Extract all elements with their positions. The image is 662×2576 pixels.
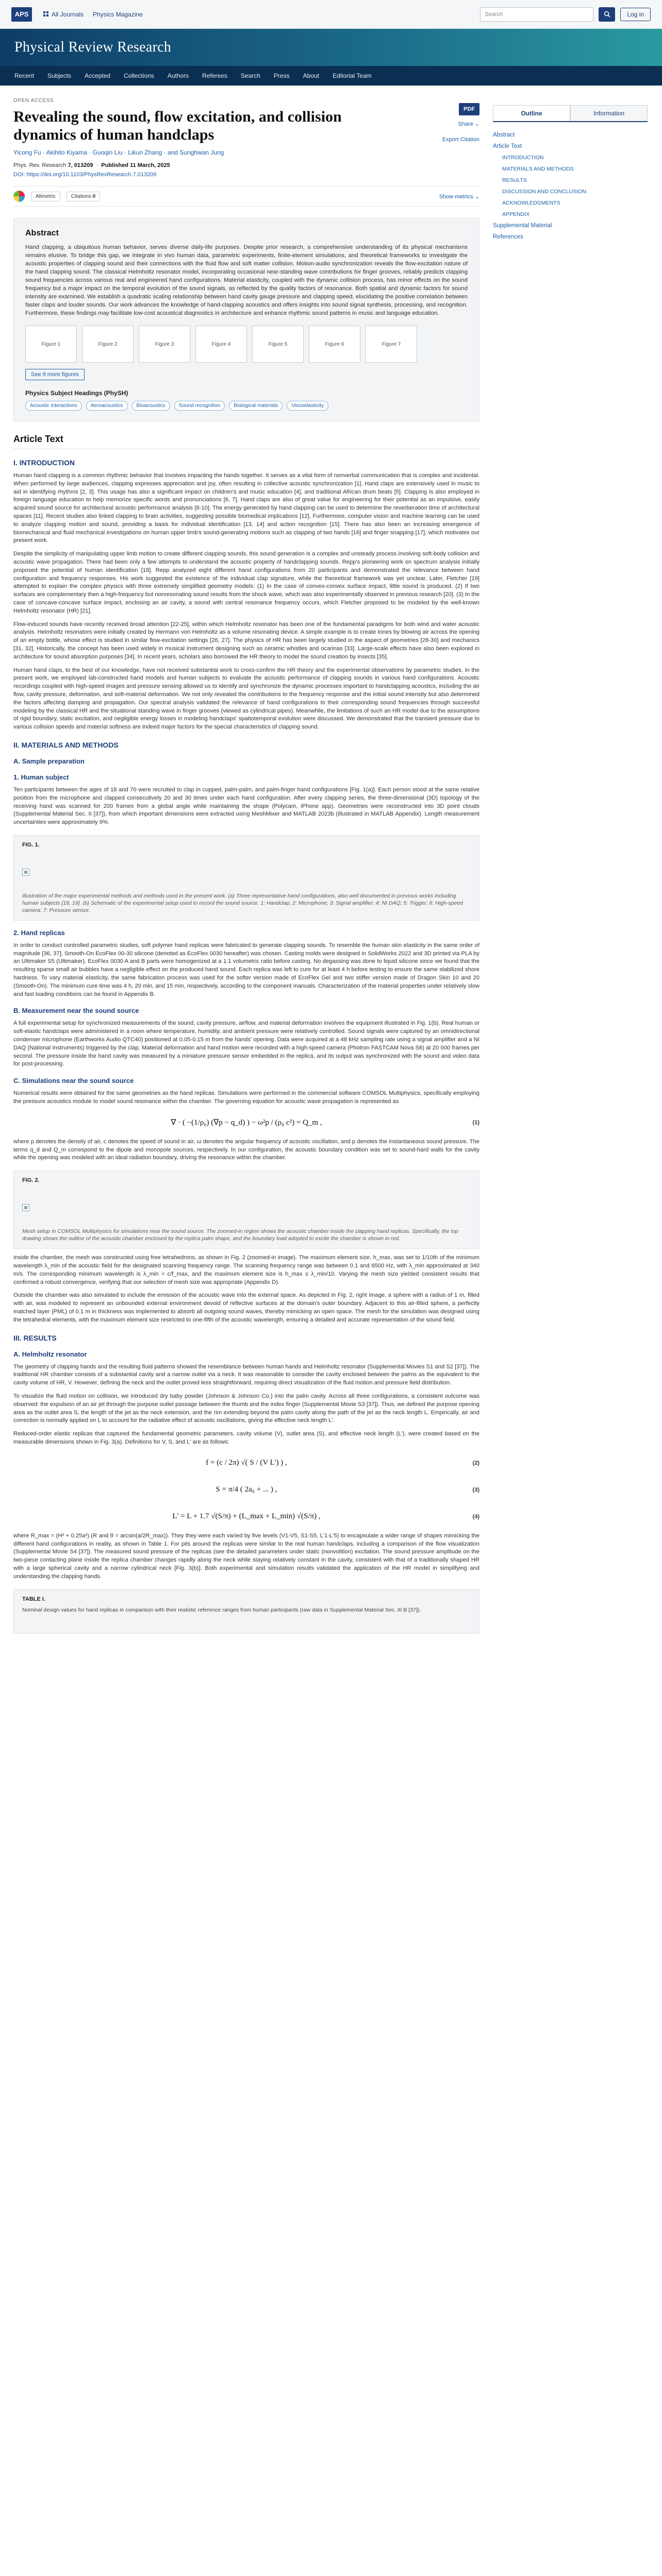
page-wrap	[0, 86, 662, 1634]
physh-tag[interactable]: Acoustic interactions	[25, 401, 82, 411]
journal-nav-item[interactable]: Press	[273, 72, 290, 79]
aps-logo[interactable]: APS	[11, 7, 32, 22]
equation-number: (4)	[472, 1513, 479, 1520]
figure-thumbnail[interactable]: Figure 2	[82, 326, 134, 363]
image-placeholder-icon	[22, 869, 29, 876]
side-tabs	[493, 105, 648, 122]
tab-information[interactable]: Information	[570, 105, 648, 121]
subsection-heading: A. Helmholtz resonator	[13, 1350, 87, 1358]
export-citation-button[interactable]: Export Citation	[442, 137, 479, 143]
grid-icon	[43, 11, 49, 17]
section-heading: III. RESULTS	[13, 1333, 57, 1342]
author-list[interactable]: Yicong Fu · Akihito Kiyama · Guoqin Liu · Likun Zhang · and Sunghwan Jung	[13, 149, 224, 156]
figure-thumbnail[interactable]: Figure 7	[366, 326, 417, 363]
metrics-row	[13, 186, 479, 207]
figure-thumbnail[interactable]: Figure 6	[309, 326, 360, 363]
share-button[interactable]: Share ⌄	[458, 121, 479, 127]
paragraph: where R_max = (H² + 0.25a²) (R and θ = arcsin(a/2R_max)). They they were each varied by five levels (V1-V5, S1-S5, L'1-L'5) to encapsulate a wider range of shapes mimicking the different hand configurations in reality, as shown in Table 1. For pits around the replicas were similar to the real human handclaps, including a comparison of the flow visualization (Supplemental Movie S4 [37]). The measured sound pressure of the replicas (see the detailed parameters under static (nonvolition) excitation. The sound pressure amplitude on the two-piece contacting plane inside the replica chamber changes rapidly along the neck while staying relatively constant in the cavity, consistent with that of a traditionally shaped HR with a large spherical cavity and a narrow cylindrical neck [Fig. 3(b)]. Both experimental and simulation results validated the application of the HR model in simplifying and understanding the clapping hands.	[13, 1532, 479, 1580]
journal-nav-item[interactable]: Accepted	[85, 72, 111, 79]
tab-outline[interactable]: Outline	[493, 105, 570, 121]
citations-label: Citations	[71, 193, 91, 199]
paragraph: To visualize the fluid motion on collision, we introduced dry baby powder (Johnson & Johnson Co.) into the palm cavity. Across all three configurations, a consistent outcome was observed: the expulsion of an air jet through the purpose outlet passage between the thumb and the index finger (Supplemental Movie S3 [37]). Thus, we defined the purpose opening area as the outlet area S, the length of the jet as the neck extension, and the rim extending beyond the palm cavity along the path of the jet as the neck length L. Empirically, air and correction is normally applied on L to account for the radiative effect of acoustic oscillations, giving the effective neck length L'.	[13, 1393, 479, 1424]
outline-list	[493, 129, 648, 243]
title-block	[13, 86, 405, 178]
equation-number: (2)	[472, 1460, 479, 1466]
published-date: Published 11 March, 2025	[101, 162, 170, 168]
physh-tags	[25, 401, 468, 411]
physh-tag[interactable]: Viscoelasticity	[287, 401, 328, 411]
article-text-heading: Article Text	[13, 434, 63, 444]
equation	[13, 1112, 479, 1133]
doi-link[interactable]: DOI: https://doi.org/10.1103/PhysRevResearch.7.013209	[13, 172, 157, 178]
paragraph: Flow-induced sounds have recently received broad attention [22-25], within which Helmholtz resonator has been one of the fundamental paradigms for both wind and water acoustic analysis. Helmholtz resonators were initially created by Hermann von Helmholtz as a volume resonating device. A simple example is to create tones by blowing air across the opening of an empty bottle, whose effect is studied in similar flow-excitation settings [26, 27]. The physics of HR has been largely studied in the aspect of geometries [28-30] and mechanics [31, 32]. Historically, the concept has been used widely in musical instrument designing such as ceramic whistles and ocarinas [33]. Large-scale effects have also been explored in architecture for sound absorption purposes [34]. In recent years, scholars also borrowed the HR theory to model the sound creation by insects [35].	[13, 621, 479, 660]
figure-label: FIG. 2.	[22, 1177, 40, 1184]
paragraph: Despite the simplicity of manipulating upper limb motion to create different clapping sounds, this sound generation is a complex and unsteady process involving soft-body collision and acoustic wave propagation. There had been only a few attempts to understand the acoustic property of handclapping sounds. Repp's pioneering work on spectrum analysis initially proposed the potential of human identification [18]. Repp analyzed eight different hand configurations from 20 participants and demonstrated the relevance between hand configuration and frequency responses. His work suggested the existence of the individual clap signature, while the theoretical framework was yet unclear. Later, Fletcher [19] attempted to explain the complex physics with three extremely simplified geometry models: (1) In the case of convex-convex surface impact, little sound is produced. (2) If two surfaces are complementary then a high-frequency but nonresonating sound results from the shock wave, which was also experimentally observed in previous research [20]. (3) In the case of concave-concave surface impact, enclosing an air cavity, a sound with central resonance frequency occurs, which Fletcher proposed to be modeled by the well-known Helmholtz resonator (HR) [21].	[13, 551, 479, 614]
outline-item[interactable]: Article Text	[493, 143, 522, 149]
equation-number: (3)	[472, 1486, 479, 1493]
figure-caption: Illustration of the major experimental methods and methods used in the present work. (a) Three representative hand configurations, also well documented in previous works including human subjects [18, 19]. (b) Schematic of the experimental setup used to record the sound source. 1: Handclap; 2: Microphone; 3: Signal amplifier; 4: NI DAQ; 5: Trigger; 6: High-speed camera; 7: Pressure sensor.	[22, 892, 463, 913]
outline-item[interactable]: Supplemental Material	[493, 223, 552, 229]
journal-nav-item[interactable]: Search	[240, 72, 260, 79]
journal-nav-item[interactable]: Authors	[167, 72, 189, 79]
top-nav-physics-magazine-label: Physics Magazine	[93, 10, 143, 18]
paragraph: Ten participants between the ages of 18 and 70 were recruited to clap in cupped, palm-palm, and palm-finger hand configurations [Fig. 1(a)]. Each person stood at the same relative position from the microphone and clapped consecutively 20 and 30 times under each hand configuration. After every clapping series, the three-dimensional (3D) topology of the receiving hand was scanned for 200 frames from a global angle while maintaining the shape (Polycam, iPhone app). Geometries were reconstructed into 3D point clouds (Supplemental Material Sec. II [37]), from which important dimensions were extracted using MeshMixer and MATLAB 2023b (illustrated in MATLAB Appendix). Length measurement uncertainties were approximately 9%.	[13, 786, 479, 826]
citations-value: 0	[92, 193, 96, 199]
subsection-heading: B. Measurement near the sound source	[13, 1007, 139, 1015]
citations-badge[interactable]	[67, 192, 100, 201]
table-caption: Nominal design values for hand replicas in comparison with their realistic reference ranges from human participants (raw data in Supplemental Material Sec. III B [37]).	[22, 1606, 421, 1613]
show-metrics-toggle[interactable]: Show metrics ⌄	[439, 193, 479, 200]
outline-item[interactable]: Abstract	[493, 132, 515, 138]
figure-image[interactable]	[22, 1188, 471, 1228]
subsection-heading: A. Sample preparation	[13, 757, 85, 765]
figure-thumbnail[interactable]: Figure 4	[195, 326, 247, 363]
side-panel	[493, 86, 648, 1634]
abstract-heading: Abstract	[25, 229, 59, 238]
image-placeholder-icon	[22, 1204, 29, 1211]
paragraph: The geometry of clapping hands and the resulting fluid patterns showed the resemblance between human hands and Helmholtz resonator (Supplemental Movies S1 and S2 [37]). The traditional HR chamber consists of a substantial cavity and a narrow outlet via a neck. It was reasonable to consider the cavity enclosed between the palms as the equivalent to the cavity volume of HR, V. However, defining the neck and the outlet proved less straightforward, requiring direct visualization of the fluid motion and pressure field distribution.	[13, 1363, 479, 1386]
physh-heading: Physics Subject Headings (PhySH)	[25, 389, 128, 397]
paragraph: where p denotes the density of air, c denotes the speed of sound in air, ω denotes the angular frequency of acoustic oscillation, and p denotes the instantaneous sound pressure. The terms q_d and Q_m correspond to the dipole and monopole sources, respectively. In our configuration, the acoustic boundary condition was set to sound-hard walls for the cavity while the opening was modeled with an ideal radiation boundary, driving the resonance within the chamber.	[13, 1138, 479, 1161]
journal-nav-item[interactable]: Subjects	[47, 72, 72, 79]
paragraph: Human hand claps, to the best of our knowledge, have not received substantial work to cross-confirm the HR theory and the experimental observations by parametric studies. In the present work, we employed lab-constructed hand models and human subjects to evaluate the acoustic performance of clapping sounds in various hand configurations. Acoustic recordings coupled with high-speed images and pressure sensing allowed us to identify and synchronize the dynamic processes important to handclapping acoustics, including the air flow, cavity pressure, deformation, and soft-material deformation. We not only revealed the contributions to the frequency response and the initial sound intensity but also determined the factors affecting damping and propagation. Our spectral analysis validated the relevance of hand configurations to their corresponding sound frequencies through successful modeling by the classical HR and the situational standing wave in finger grooves (viewed as cylindrical pipes). Meanwhile, the limitations of such an HR model due to the assumptions of rigid boundary, static excitation, and negligible energy losses in modeling handclaps' spatiotemporal evolution were discussed. We demonstrated that the transient pressure due to various collision speeds and material softness are indeed major factors for the special characteristics of clapping sound.	[13, 667, 479, 731]
outline-subitem[interactable]: RESULTS	[502, 177, 527, 183]
top-nav	[43, 11, 143, 18]
outline-subitem[interactable]: MATERIALS AND METHODS	[502, 166, 574, 172]
physh-tag[interactable]: Aeroacoustics	[86, 401, 128, 411]
pdf-button[interactable]: PDF	[459, 103, 479, 115]
volume-info: 7, 013209	[68, 162, 93, 168]
figure-thumbnail[interactable]: Figure 5	[252, 326, 304, 363]
top-nav-all-journals[interactable]	[43, 11, 84, 18]
outline-item[interactable]: References	[493, 234, 523, 240]
top-utility-bar	[0, 0, 662, 29]
outline-subitem[interactable]: APPENDIX	[502, 211, 530, 217]
abstract-section	[13, 218, 479, 421]
journal-nav-item[interactable]: Referees	[202, 72, 227, 79]
figure-label: FIG. 1.	[22, 841, 40, 848]
equation-body: ∇ · ( −(1/ρ₀) (∇p − q_d) ) − ω²p / (ρ₀ c²) = Q_m ,	[171, 1118, 322, 1127]
see-more-figures-button[interactable]: See 9 more figures	[25, 369, 85, 380]
journal-ref: Phys. Rev. Research	[13, 162, 67, 168]
figure-caption: Mesh setup in COMSOL Multiphysics for simulations near the sound source. The zoomed-in region shows the acoustic chamber inside the clapping hand replicas. Specifically, the top drawing shows the outline of the acoustic chamber enclosed by the replica palm shape, and the boundary load adopted to excite the chamber is shown in red.	[22, 1228, 458, 1242]
subsubsection-heading: 2. Hand replicas	[13, 928, 65, 937]
section-heading: I. INTRODUCTION	[13, 459, 75, 467]
topbar-right	[480, 7, 651, 22]
paragraph: A full experimental setup for synchronized measurements of the sound, cavity pressure, airflow, and material deformation involves the equipment illustrated in Fig. 1(b). Real human or soft-elastic handclaps were administered in a room where temperature, humidity, and ambient pressure were relatively controlled. Sound signals were captured by an omnidirectional condenser microphone (Earthworks Audio QTC40) positioned at 0.05-0.15 m from the hands' opening. Data were acquired at a 48 kHz sampling rate using a signal amplifier and a NI DAQ (National Instruments) triggered by the clap. Material deformation and hand motion were recorded with a high-speed camera (Photron FASTCAM Nova S6) at 20 000 frames per second. The pressure inside the hand cavity was measured by a miniature pressure sensor embedded in the replica, and its output was synchronized with the sound and video data for post-processing.	[13, 1020, 479, 1067]
equation	[13, 1480, 479, 1500]
physh-tag[interactable]: Biological materials	[229, 401, 283, 411]
section-heading: II. MATERIALS AND METHODS	[13, 740, 119, 749]
article-title: Revealing the sound, flow excitation, and collision dynamics of human handclaps	[13, 108, 342, 143]
figure-thumbnails	[25, 326, 468, 363]
top-nav-all-journals-label: All Journals	[52, 10, 84, 18]
search-button[interactable]	[599, 7, 615, 22]
subsubsection-heading: 1. Human subject	[13, 773, 69, 781]
paragraph: Inside the chamber, the mesh was constructed using free tetrahedrons, as shown in Fig. 2 (zoomed-in image). The maximum element size, h_max, was set to 1/10th of the minimum wavelength λ_min of the acoustic field for the designated scanning frequency range. The scanning frequency range was between 0.1 and 6500 Hz, with λ_min approximated at 340 m/s. The corresponding minimum wavelength is λ_min = c/f_max, and the maximum element size is h_max ≤ λ_min/10. Varying the mesh size yielded consistent results that confirmed a robust convergence, verifying that our selection of mesh size was appropriate (Appendix D).	[13, 1255, 479, 1285]
outline-subitem[interactable]: DISCUSSION AND CONCLUSION	[502, 189, 586, 195]
figure-image[interactable]	[22, 852, 471, 892]
paragraph: Outside the chamber was also simulated to include the emission of the acoustic wave into the external space. As depicted in Fig. 2, right image, a sphere with a radius of 1 m, filled with air, was modeled to represent an unbounded external environment devoid of reflective surfaces at the domain's outer boundary. Adjacent to this air-filled sphere, a perfectly matched layer (PML) of 0.1 m in thickness was implemented to absorb all outgoing sound waves, thereby mimicking an open space. The mesh for the simulation was designed using the tetrahedral elements, with the maximum element size restricted to one-fifth of the acoustic wavelength, ensuring a detailed and accurate representation of the sound field.	[13, 1292, 479, 1323]
paragraph: Numerical results were obtained for the same geometries as the hand replicas. Simulations were performed in the commercial software COMSOL Multiphysics, specifically employing the pressure acoustics module to model sound resonance within the chamber. The governing equation for acoustic wave propagation is represented as	[13, 1090, 479, 1105]
citation-line: Phys. Rev. Research 7, 013209 · Published 11 March, 2025	[13, 162, 170, 168]
paragraph: Reduced-order elastic replicas that captured the fundamental geometric parameters, cavity volume (V), outlet area (S), and effective neck length (L'), were created based on the measurable dimensions shown in Fig. 3(a). Definitions for V, S, and L' are as follows:	[13, 1431, 479, 1445]
equation-number: (1)	[472, 1119, 479, 1126]
table-1	[13, 1589, 479, 1634]
outline-subitem[interactable]: ACKNOWLEDGMENTS	[502, 200, 560, 206]
outline-subitem[interactable]: INTRODUCTION	[502, 155, 544, 161]
journal-nav-item[interactable]: Recent	[14, 72, 35, 79]
figure-thumbnail[interactable]: Figure 1	[25, 326, 77, 363]
journal-nav-item[interactable]: About	[303, 72, 319, 79]
altmetric-label[interactable]: Altmetric	[31, 192, 60, 201]
equation	[13, 1506, 479, 1527]
article-actions	[442, 86, 479, 178]
title-row	[13, 86, 479, 178]
main-column	[13, 86, 493, 1634]
physh-tag[interactable]: Sound recognition	[174, 401, 225, 411]
top-nav-physics-magazine[interactable]	[93, 11, 143, 18]
search-input[interactable]: Search	[480, 7, 593, 22]
journal-nav-item[interactable]: Collections	[124, 72, 154, 79]
search-icon	[604, 11, 610, 18]
figure-2	[13, 1171, 479, 1249]
altmetric-badge-icon[interactable]	[13, 191, 25, 202]
open-access-label: OPEN ACCESS	[13, 98, 54, 104]
journal-nav	[0, 66, 662, 86]
journal-nav-item[interactable]: Editorial Team	[332, 72, 372, 79]
paragraph: Human hand clapping is a common rhythmic behavior that involves impacting the hands together. It serves as a vital form of nonverbal communication that is complex and incidental. When performed by large audiences, clapping expresses appreciation and joy, often resulting in collective acoustic synchronization [1]. Hand claps are extensively used in music to aid in identifying rhythms [2, 3]. This usage has also a significant impact on children's and music education [4], and traditional African drum beats [5]. Clapping is also employed in foreign language education to help memorize specific words and pronunciations [6, 7]. Hand claps are also of great value for engineering for their potential as an impulsive, easily acquired sound source for architectural acoustic performance analysis [8-10]. The energy generated by hand clapping can be used to determine the reverberation time of architectural spaces [11]. Recent studies also linked clapping to brain activities, suggesting possible biomedical implications [12]. Furthermore, computer vision and machine learning can be used to analyze clapping motion and sound, providing a basis for individual identification [13, 14] and action recognition [15]. There has also been an increasing emergence of biomechanical and fluid mechanical investigations on human upper limb's sound-generating motions such as clapping of two hands [16] and finger snapping [17], which motivates our present work.	[13, 472, 479, 544]
abstract-text: Hand clapping, a ubiquitous human behavior, serves diverse daily-life purposes. Despite prior research, a comprehensive understanding of its physical mechanisms remains elusive. To bridge this gap, we integrate in vivo human data, parametric experiments, finite-element simulations, and theoretical frameworks to investigate the acoustic properties of clapping sound and their connections with the fluid flow and soft matter collision. Motion-audio synchronization reveals the flow-excitation nature of the hand clapping sound. The classical Helmholtz resonator model, incorporating occasional near-standing wave contributions for finger grooves, reliably predicts clapping sound frequencies across various real and engineered hand configurations. Material elasticity, coupled with the dynamic collision process, has minor effects on the sound frequency but a major impact on the temporal evolution of the sound signals, as reflected by the quality factors of resonance. Both spatial and dynamic factors for sound intensity are examined. We establish a quadratic scaling relationship between hand cavity gauge pressure and clapping speed, elucidating the positive correlation between faster claps and louder sounds. Our work advances the knowledge of hand-clapping acoustics and offers insights into sound signal synthesis, processing, and recognition. Furthermore, these findings may facilitate low-cost acoustical diagnostics in architecture and enhance rhythmic sound patterns in music and language education.	[25, 244, 468, 316]
physh-tag[interactable]: Bioacoustics	[132, 401, 170, 411]
journal-title[interactable]: Physical Review Research	[14, 39, 172, 55]
figure-thumbnail[interactable]: Figure 3	[139, 326, 190, 363]
paragraph: In order to conduct controlled parametric studies, soft polymer hand replicas were fabricated to generate clapping sounds. To resemble the human skin elasticity in the same order of magnitude [36, 37], Smooth-On EcoFlex 00-30 silicone (denoted as EcoFlex 0030 hereafter) was chosen. Casting molds were designed in SolidWorks 2022 and 3D printed via PLA by an Ultimaker S5 (Ultimaker). EcoFlex 0030 A and B parts were homogenized at a 1:1 volumetric ratio before casting. No degassing was done to liquid silicone since we found that the resulting sparse small air bubbles have a negligible effect on the produced hand sound. Each replica was left to cure for at least 4 h before testing to ensure the same stabilized shore hardness. To vary material elasticity, the same fabrication process was used for the softer version made of EcoFlex Gel and two stiffer version made of Dragon Skin 10 and 20 (Smooth-On). The minimum cure time was 4 h, 20 min, and 15 min, respectively, according to the component manuals. Characterization of the material properties under relatively slow and fast loading conditions can be found in Appendix B.	[13, 942, 480, 997]
equation-body: f = (c / 2π) √( S / (V L') ) ,	[206, 1459, 287, 1467]
journal-banner	[0, 29, 662, 66]
subsection-heading: C. Simulations near the sound source	[13, 1077, 134, 1085]
equation-body: L' = L + 1.7 √(S/π) + (L_max + L_min) √(S/π) ,	[172, 1512, 321, 1521]
figure-1	[13, 835, 479, 921]
equation-body: S = π/4 ( 2a₀ + ... ) ,	[216, 1485, 277, 1494]
table-label: TABLE I.	[22, 1596, 46, 1602]
equation	[13, 1453, 479, 1473]
login-button[interactable]: Log in	[620, 8, 651, 21]
